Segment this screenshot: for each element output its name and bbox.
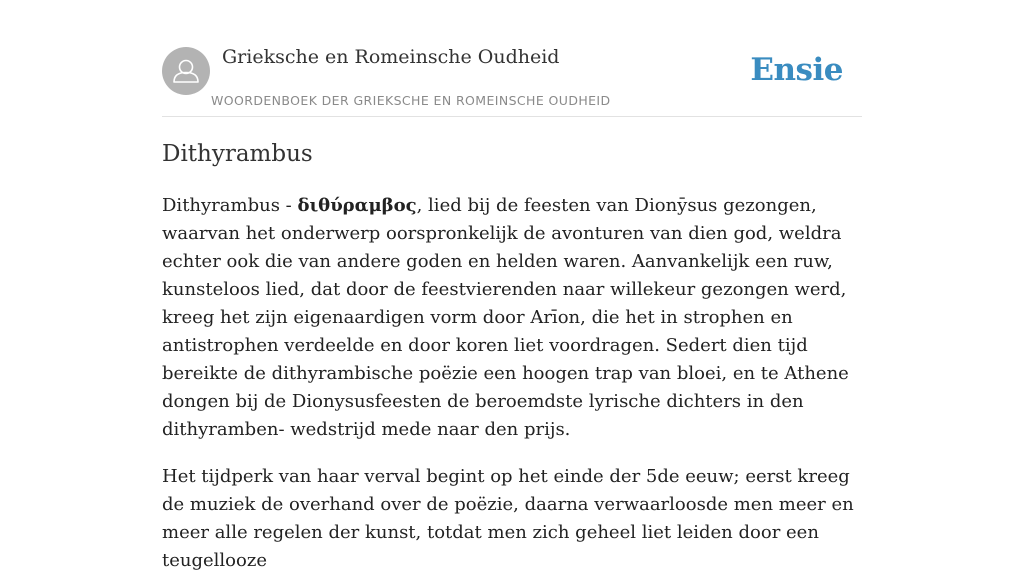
brand-logo[interactable]: Ensie	[750, 52, 843, 88]
site-title[interactable]: Grieksche en Romeinsche Oudheid	[222, 46, 560, 68]
user-avatar-icon[interactable]	[162, 47, 210, 95]
entry-title: Dithyrambus	[162, 141, 313, 167]
site-subtitle: WOORDENBOEK DER GRIEKSCHE EN ROMEINSCHE OUDHEID	[211, 93, 611, 108]
paragraph-body: , lied bij de feesten van Dionȳsus gezongen, waarvan het onderwerp oorspronkelijk de avonturen van dien god, weldra echter ook die van andere goden en helden waren. Aanvankelijk een ruw, kunsteloos lied, dat door de feestvierenden naar willekeur gezongen werd, kreeg het zijn eigenaardigen vorm door Arīon, die het in strophen en antistrophen verdeelde en door koren liet voordragen. Sedert dien tijd bereikte de dithyrambische poëzie een hoogen trap van bloei, en te Athene dongen bij de Dionysusfeesten de beroemdste lyrische dichters in den dithyramben- wedstrijd mede naar den prijs.	[162, 195, 849, 440]
greek-term: διθύραμβος	[297, 195, 417, 216]
paragraph-lead: Dithyrambus -	[162, 195, 298, 216]
article-paragraph-2: Het tijdperk van haar verval begint op het einde der 5de eeuw; eerst kreeg de muziek de overhand over de poëzie, daarna verwaarloosde men meer en meer alle regelen der kunst, totdat men zich geheel liet leiden door een teugellooze	[162, 466, 854, 571]
article	[162, 136, 872, 575]
user-silhouette-icon	[162, 47, 210, 95]
article-paragraph-1	[162, 192, 872, 444]
site-header	[162, 40, 862, 117]
